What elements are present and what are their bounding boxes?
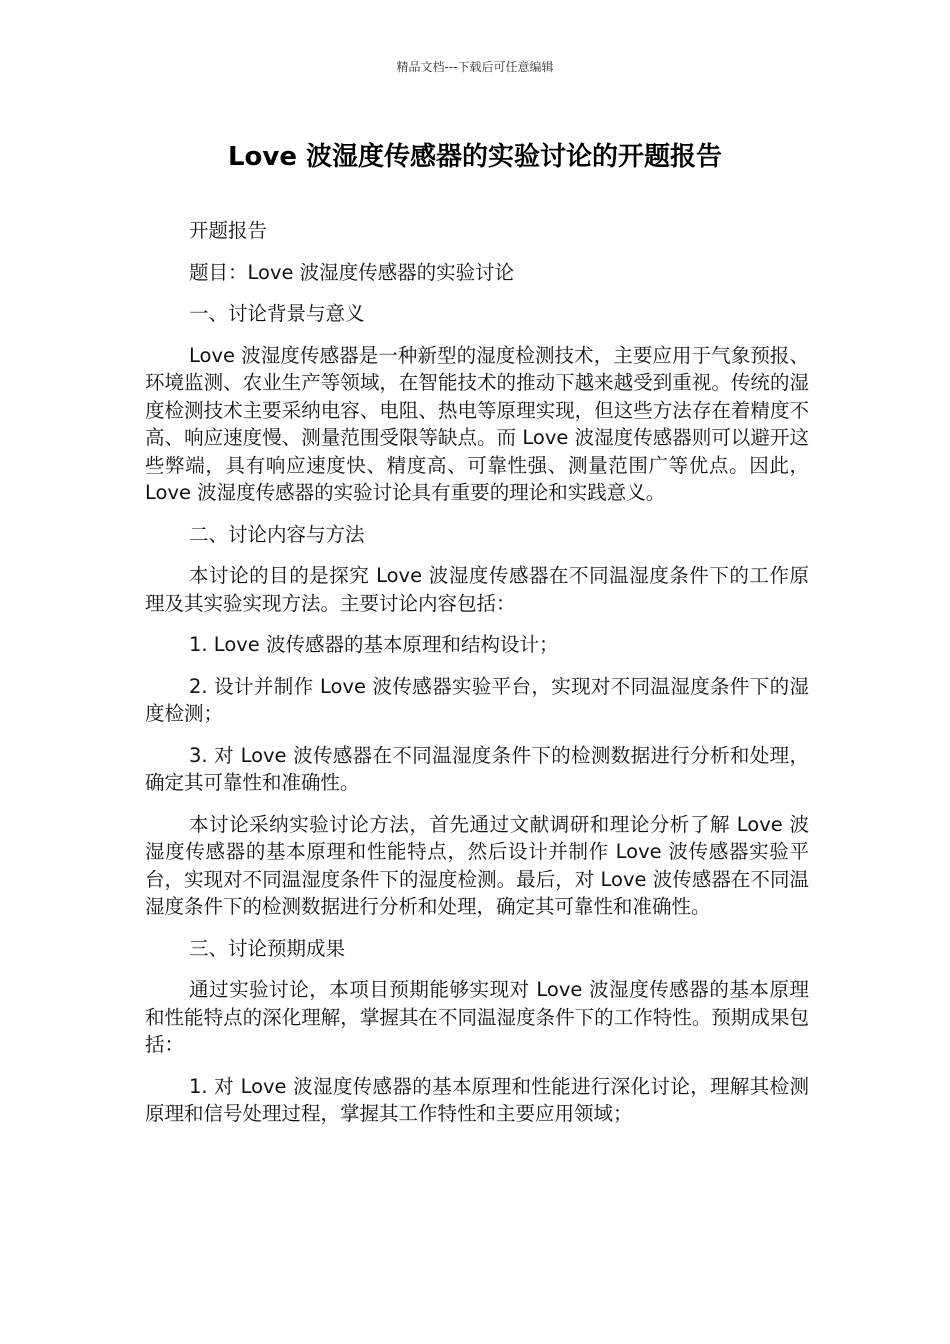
document-title: Love 波湿度传感器的实验讨论的开题报告 [227,142,723,172]
page-header-note: 精品文档---下载后可任意编辑 [396,60,554,74]
document-body [145,217,809,1142]
topic-line: 题目：Love 波湿度传感器的实验讨论 [189,260,515,284]
method-paragraph: 本讨论采纳实验讨论方法，首先通过文献调研和理论分析了解 Love 波湿度传感器的基本原理和性能特点，然后设计并制作 Love 波传感器实验平台，实现对不同温湿度条件下的湿度检测。最后，对 Love 波传感器在不同温湿度条件下的检测数据进行分析和处理，确定其可靠性和准确性。 [145,812,809,918]
content-item-1: 1. Love 波传感器的基本原理和结构设计； [189,633,559,656]
content-item-3: 3. 对 Love 波传感器在不同温湿度条件下的检测数据进行分析和处理，确定其可靠性和准确性。 [145,743,809,794]
section-label-report: 开题报告 [189,219,268,242]
background-paragraph: Love 波湿度传感器是一种新型的湿度检测技术，主要应用于气象预报、环境监测、农业生产等领域，在智能技术的推动下越来越受到重视。传统的湿度检测技术主要采纳电容、电阻、热电等原理实现，但这些方法存在着精度不高、响应速度慢、测量范围受限等缺点。而 Love 波湿度传感器则可以避开这些弊端，具有响应速度快、精度高、可靠性强、测量范围广等优点。因此，Love 波湿度传感器的实验讨论具有重要的理论和实践意义。 [145,343,809,504]
results-item-1: 1. 对 Love 波湿度传感器的基本原理和性能进行深化讨论，理解其检测原理和信号处理过程，掌握其工作特性和主要应用领域； [145,1074,809,1125]
content-item-2: 2. 设计并制作 Love 波传感器实验平台，实现对不同温湿度条件下的湿度检测； [145,674,809,725]
results-intro-paragraph: 通过实验讨论，本项目预期能够实现对 Love 波湿度传感器的基本原理和性能特点的深化理解，掌握其在不同温湿度条件下的工作特性。预期成果包括： [145,978,809,1056]
section-heading-content-method: 二、讨论内容与方法 [189,522,365,546]
content-intro-paragraph: 本讨论的目的是探究 Love 波湿度传感器在不同温湿度条件下的工作原理及其实验实现方法。主要讨论内容包括： [145,564,809,615]
section-heading-background: 一、讨论背景与意义 [189,302,365,325]
section-heading-expected-results: 三、讨论预期成果 [189,936,346,960]
